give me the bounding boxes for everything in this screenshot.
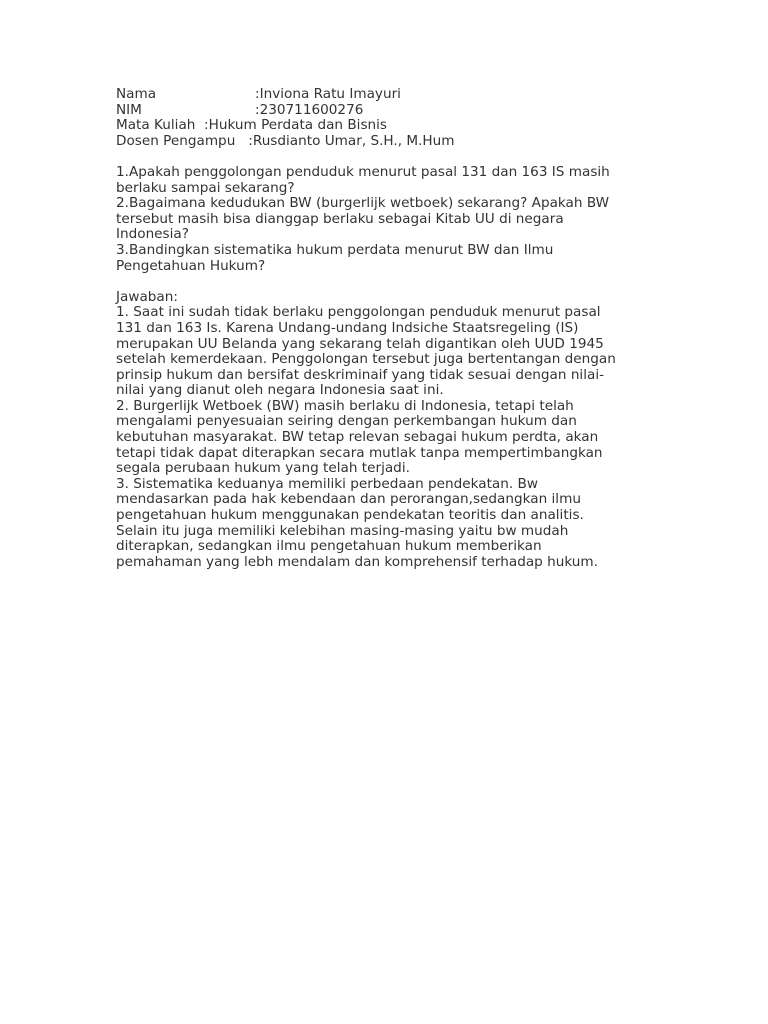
lecturer-value: :Rusdianto Umar, S.H., M.Hum xyxy=(248,132,455,149)
answers-heading: Jawaban: xyxy=(116,288,178,305)
answer-1-line: 131 dan 163 Is. Karena Undang-undang Indsiche Staatsregeling (IS) xyxy=(116,319,579,336)
question-3-line: Pengetahuan Hukum? xyxy=(116,257,266,274)
course-value: :Hukum Perdata dan Bisnis xyxy=(204,117,388,134)
answer-1-line: prinsip hukum dan bersifat deskriminaif yang tidak sesuai dengan nilai- xyxy=(116,366,605,383)
question-1-line: 1.Apakah penggolongan penduduk menurut pasal 131 dan 163 IS masih xyxy=(116,163,610,180)
question-1-line: berlaku sampai sekarang? xyxy=(116,179,295,196)
answer-3-line: mendasarkan pada hak kebendaan dan perorangan,sedangkan ilmu xyxy=(116,491,581,508)
answer-3-line: diterapkan, sedangkan ilmu pengetahuan hukum memberikan xyxy=(116,538,542,555)
question-3-line: 3.Bandingkan sistematika hukum perdata menurut BW dan Ilmu xyxy=(116,241,554,258)
document-page xyxy=(116,87,656,570)
answer-2-line: 2. Burgerlijk Wetboek (BW) masih berlaku di Indonesia, tetapi telah xyxy=(116,397,574,414)
answer-2-line: kebutuhan masyarakat. BW tetap relevan sebagai hukum perdta, akan xyxy=(116,429,599,446)
answer-2-line: mengalami penyesuaian seiring dengan perkembangan hukum dan xyxy=(116,413,577,430)
answer-1-line: 1. Saat ini sudah tidak berlaku penggolongan penduduk menurut pasal xyxy=(116,304,601,321)
answer-2-line: segala perubaan hukum yang telah terjadi. xyxy=(116,460,410,477)
answer-3-line: pemahaman yang lebh mendalam dan komprehensif terhadap hukum. xyxy=(116,553,598,570)
course-label: Mata Kuliah xyxy=(116,117,205,134)
name-value: :Inviona Ratu Imayuri xyxy=(255,86,401,102)
question-2-line: tersebut masih bisa dianggap berlaku sebagai Kitab UU di negara xyxy=(116,210,564,227)
question-2-line: 2.Bagaimana kedudukan BW (burgerlijk wetboek) sekarang? Apakah BW xyxy=(116,195,610,212)
lecturer-label: Dosen Pengampu xyxy=(116,132,249,149)
nim-value: :230711600276 xyxy=(255,101,364,118)
student-info-block xyxy=(116,87,656,149)
answer-3-line: Selain itu juga memiliki kelebihan masing-masing yaitu bw mudah xyxy=(116,522,569,539)
answer-3-line: 3. Sistematika keduanya memiliki perbedaan pendekatan. Bw xyxy=(116,475,538,492)
spacer xyxy=(116,274,656,290)
name-row xyxy=(116,87,656,103)
course-row xyxy=(116,118,656,134)
question-2-line: Indonesia? xyxy=(116,226,189,243)
answer-1-line: merupakan UU Belanda yang sekarang telah digantikan oleh UUD 1945 xyxy=(116,335,604,352)
spacer xyxy=(116,149,656,165)
nim-row xyxy=(116,103,656,119)
lecturer-row xyxy=(116,134,656,150)
questions-block xyxy=(116,165,656,274)
answer-1-line: setelah kemerdekaan. Penggolongan tersebut juga bertentangan dengan xyxy=(116,351,616,368)
answer-1-line: nilai yang dianut oleh negara Indonesia saat ini. xyxy=(116,382,444,399)
answer-3-line: pengetahuan hukum menggunakan pendekatan teoritis dan analitis. xyxy=(116,507,584,524)
answers-block xyxy=(116,290,656,571)
nim-label: NIM xyxy=(116,101,142,118)
answer-2-line: tetapi tidak dapat diterapkan secara mutlak tanpa mempertimbangkan xyxy=(116,444,603,461)
name-label: Nama xyxy=(116,86,157,102)
